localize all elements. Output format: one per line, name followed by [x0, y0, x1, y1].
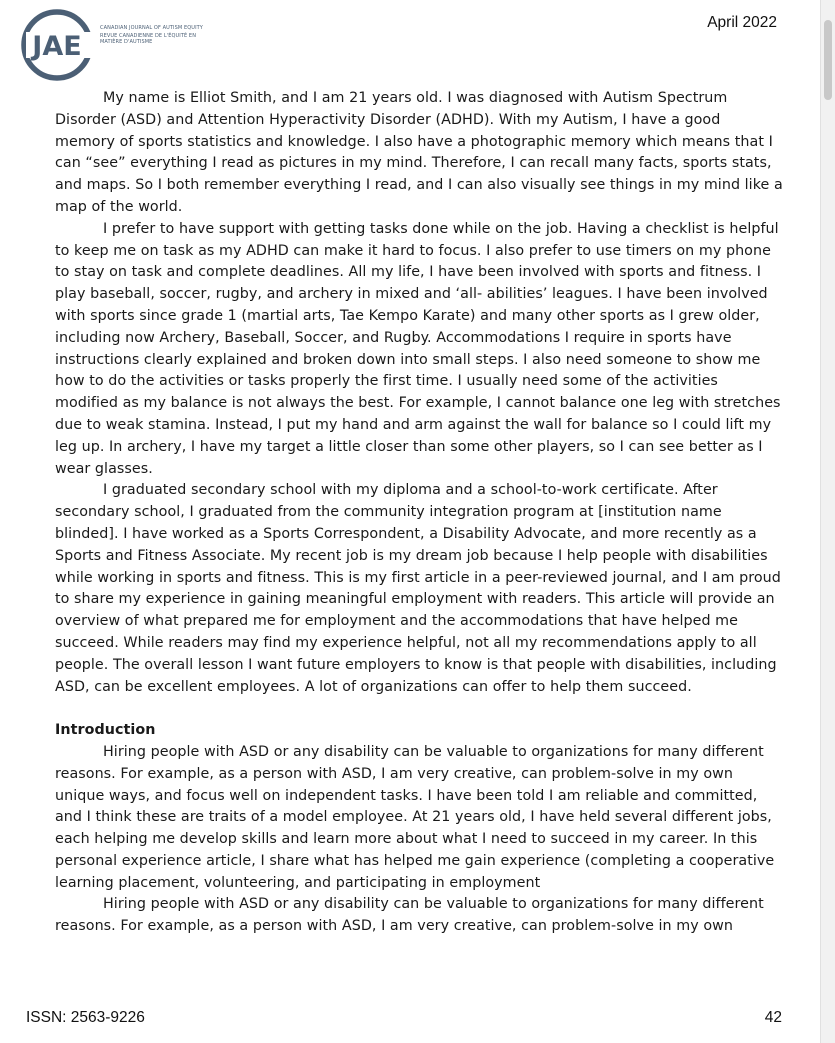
issn-number: ISSN: 2563-9226: [26, 1009, 145, 1026]
journal-name-english: CANADIAN JOURNAL OF AUTISM EQUITY: [100, 25, 203, 31]
journal-logo: [20, 8, 203, 84]
body-paragraph: I prefer to have support with getting tasks done while on the job. Having a checklist is helpful to keep me on task as my ADHD can make it hard to focus. I also prefer to use timers on my phone to stay on task and complete deadlines. All my life, I have been involved with sports and fitness. I play baseball, soccer, rugby, and archery in mixed and ‘all- abilities’ leagues. I have been involved with sports since grade 1 (martial arts, Tae Kempo Karate) and many other sports as I grew older, including now Archery, Baseball, Soccer, and Rugby. Accommodations I require in sports have instructions clearly explained and broken down into small steps. I also need someone to show me how to do the activities or tasks properly the first time. I usually need some of the activities modified as my balance is not always the best. For example, I cannot balance one leg with stretches due to weak stamina. Instead, I put my hand and arm against the wall for balance so I could lift my leg up. In archery, I have my target a little closer than some other players, so I can see better as I wear glasses.: [55, 220, 781, 477]
journal-name: [100, 25, 210, 46]
jae-logo-icon: [20, 8, 94, 82]
page-number: 42: [764, 1009, 782, 1026]
logo-wordmark: JAE: [32, 31, 82, 62]
body-paragraph: My name is Elliot Smith, and I am 21 years old. I was diagnosed with Autism Spectrum Disorder (ASD) and Attention Hyperactivity Disorder (ADHD). With my Autism, I have a good memory of sports statistics and knowledge. I also have a photographic memory which means that I can “see” everything I read as pictures in my mind. Therefore, I can recall many facts, sports stats, and maps. So I both remember everything I read, and I can also visually see things in my mind like a map of the world.: [55, 90, 783, 215]
article-body: [55, 88, 783, 938]
body-paragraph: Hiring people with ASD or any disability can be valuable to organizations for many different reasons. For example, as a person with ASD, I am very creative, can problem-solve in my own unique ways, and focus well on independent tasks. I have been told I am reliable and committed, and I think these are traits of a model employee. At 21 years old, I have held several different jobs, each helping me develop skills and learn more about what I need to succeed in my career. In this personal experience article, I share what has helped me gain experience (completing a cooperative learning placement, volunteering, and participating in employment: [55, 743, 775, 891]
body-paragraph: I graduated secondary school with my diploma and a school-to-work certificate. After secondary school, I graduated from the community integration program at [institution name blinded]. I have worked as a Sports Correspondent, a Disability Advocate, and more recently as a Sports and Fitness Associate. My recent job is my dream job because I help people with disabilities while working in sports and fitness. This is my first article in a peer-reviewed journal, and I am proud to share my experience in gaining meaningful employment with readers. This article will provide an overview of what prepared me for employment and the accommodations that have helped me succeed. While readers may find my experience helpful, not all my recommendations apply to all people. The overall lesson I want future employers to know is that people with disabilities, including ASD, can be excellent employees. A lot of organizations can offer to help them succeed.: [55, 482, 781, 695]
journal-name-french: REVUE CANADIENNE DE L'ÉQUITÉ EN MATIÈRE D'AUTISME: [100, 33, 197, 46]
scrollbar[interactable]: [820, 0, 835, 1043]
body-paragraph: Hiring people with ASD or any disability can be valuable to organizations for many different reasons. For example, as a person with ASD, I am very creative, can problem-solve in my own: [55, 896, 764, 935]
issue-date: April 2022: [707, 14, 777, 31]
scrollbar-thumb[interactable]: [824, 20, 832, 100]
section-heading-introduction: Introduction: [55, 722, 156, 739]
